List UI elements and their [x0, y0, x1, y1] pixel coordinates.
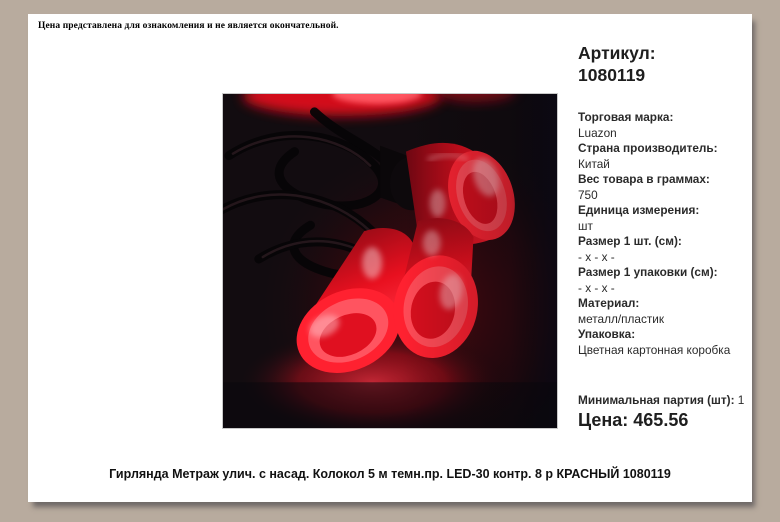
price-disclaimer-text: Цена представлена для ознакомления и не является окончательной.	[38, 21, 339, 31]
attribute-row	[578, 203, 753, 234]
attribute-label: Упаковка:	[578, 327, 636, 341]
attribute-label: Единица измерения:	[578, 203, 700, 217]
price-value: 465.56	[633, 410, 689, 430]
attribute-value: Luazon	[578, 125, 617, 140]
attribute-row	[578, 141, 753, 172]
attribute-label: Размер 1 шт. (см):	[578, 234, 682, 248]
attribute-row	[578, 296, 753, 327]
article-label: Артикул:	[578, 43, 656, 63]
attribute-row	[578, 265, 753, 296]
attribute-label: Материал:	[578, 296, 640, 310]
article-heading	[578, 42, 656, 87]
price-line	[578, 410, 688, 431]
min-batch-value: 1	[737, 393, 745, 407]
attribute-row	[578, 234, 753, 265]
min-batch-label: Минимальная партия (шт):	[578, 393, 735, 407]
product-attributes	[578, 110, 753, 358]
attribute-value: Цветная картонная коробка	[578, 342, 731, 357]
attribute-label: Вес товара в граммах:	[578, 172, 710, 186]
attribute-label: Размер 1 упаковки (см):	[578, 265, 718, 279]
min-batch-line	[578, 393, 744, 407]
attribute-value: шт	[578, 218, 593, 233]
article-number: 1080119	[578, 65, 646, 86]
product-title-caption: Гирлянда Метраж улич. с насад. Колокол 5 м темн.пр. LED-30 контр. 8 р КРАСНЫЙ 1080119	[109, 467, 671, 481]
attribute-value: металл/пластик	[578, 311, 665, 326]
product-photo	[222, 93, 558, 429]
attribute-value: 750	[578, 187, 598, 202]
product-card	[28, 14, 752, 502]
attribute-row	[578, 172, 753, 203]
attribute-value: - х - х -	[578, 249, 615, 264]
product-photo-illustration	[223, 94, 557, 428]
attribute-value: - х - х -	[578, 280, 615, 295]
attribute-label: Торговая марка:	[578, 110, 674, 124]
attribute-row	[578, 327, 753, 358]
attribute-label: Страна производитель:	[578, 141, 718, 155]
attribute-value: Китай	[578, 156, 610, 171]
price-label: Цена:	[578, 410, 629, 430]
attribute-row	[578, 110, 753, 141]
